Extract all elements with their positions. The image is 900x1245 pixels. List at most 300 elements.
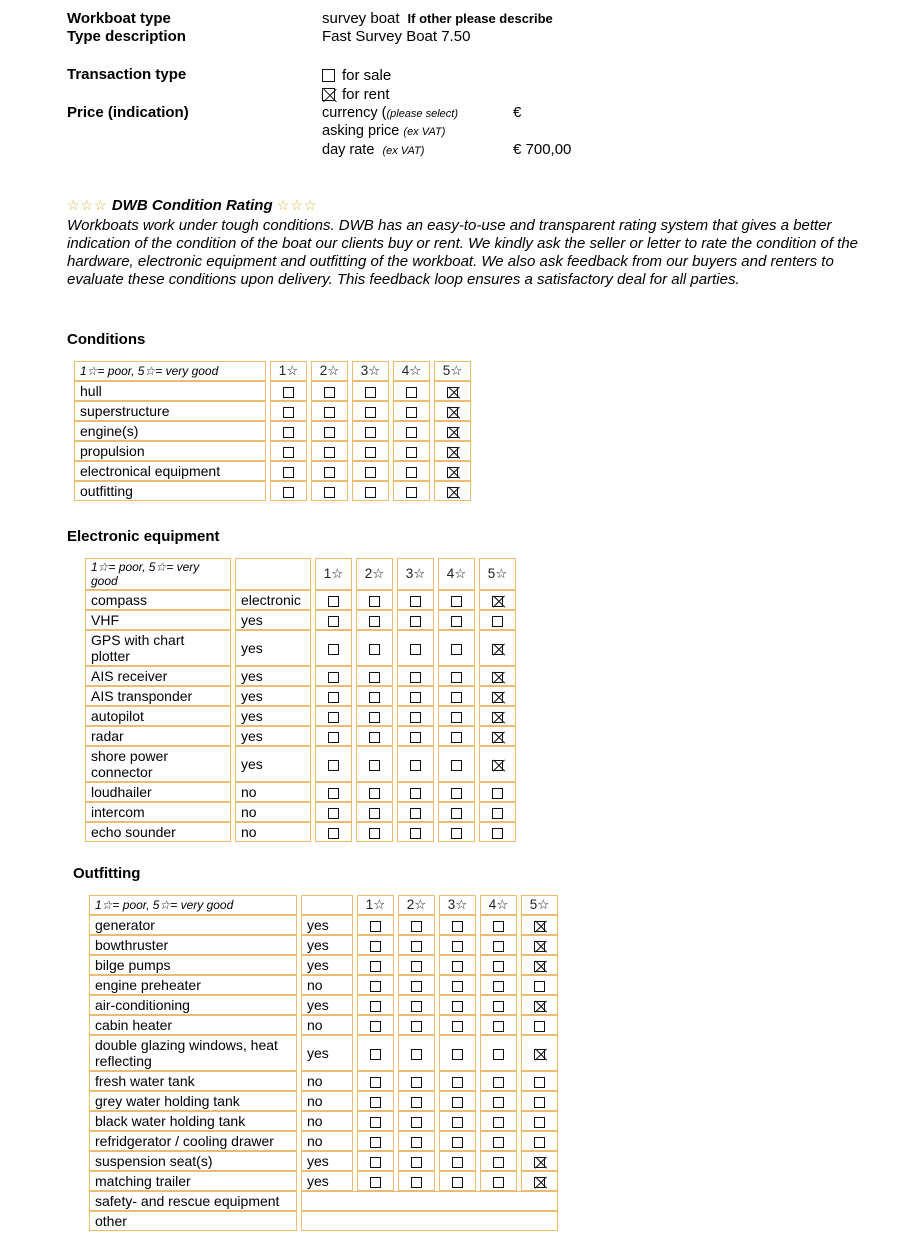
rating-checkbox-unchecked[interactable] [324,387,335,398]
rating-checkbox-unchecked[interactable] [365,447,376,458]
rating-checkbox-unchecked[interactable] [369,596,380,607]
table-row [89,1071,558,1091]
row-label: echo sounder [85,822,231,842]
dwb-rating-paragraph: Workboats work under tough conditions. DWB has an easy-to-use and transparent rating system that gives a better indication of the condition of the boat our clients buy or rent. We kindly ask the seller or letter to rate the condition of the hardware, electronic equipment and outfitting of the workboat. We also ask feedback from our buyers and renters to evaluate these conditions upon delivery. This feedback loop ensures a satisfactory deal for all parties. [67,217,859,288]
rating-checkbox-unchecked[interactable] [493,1077,504,1088]
rating-cell [357,1071,394,1091]
rating-checkbox-unchecked[interactable] [411,1157,422,1168]
rating-cell [439,1035,476,1071]
rating-cell [521,1111,558,1131]
rating-checkbox-unchecked[interactable] [493,1001,504,1012]
star-column-header: 3☆ [352,361,389,381]
rating-checkbox-unchecked[interactable] [493,1117,504,1128]
rating-checkbox-unchecked[interactable] [406,447,417,458]
rating-checkbox-unchecked[interactable] [370,941,381,952]
table-row [74,441,471,461]
rating-checkbox-unchecked[interactable] [493,1097,504,1108]
rating-checkbox-unchecked[interactable] [369,732,380,743]
table-row [74,461,471,481]
rating-checkbox-unchecked[interactable] [283,487,294,498]
rating-checkbox-unchecked[interactable] [328,692,339,703]
rating-checkbox-unchecked[interactable] [534,1077,545,1088]
rating-cell [393,381,430,401]
rating-checkbox-unchecked[interactable] [452,1021,463,1032]
rating-checkbox-unchecked[interactable] [452,981,463,992]
rating-checkbox-unchecked[interactable] [411,941,422,952]
rating-checkbox-unchecked[interactable] [411,1177,422,1188]
rating-checkbox-unchecked[interactable] [451,788,462,799]
currency-label: currency ((please select) [322,105,459,121]
rating-cell [315,726,352,746]
rating-checkbox-unchecked[interactable] [534,1021,545,1032]
rating-checkbox-unchecked[interactable] [410,712,421,723]
rating-checkbox-unchecked[interactable] [369,616,380,627]
row-label: engine(s) [74,421,266,441]
rating-cell [479,726,516,746]
rating-checkbox-unchecked[interactable] [328,712,339,723]
rating-checkbox-unchecked[interactable] [406,387,417,398]
rating-checkbox-unchecked[interactable] [328,760,339,771]
rating-cell [480,915,517,935]
rating-checkbox-unchecked[interactable] [451,760,462,771]
star-column-header: 2☆ [398,895,435,915]
rating-checkbox-unchecked[interactable] [492,828,503,839]
rating-checkbox-checked[interactable] [492,760,503,771]
rating-cell [393,461,430,481]
row-label: AIS transponder [85,686,231,706]
rating-cell [356,686,393,706]
rating-cell [521,915,558,935]
rating-checkbox-checked[interactable] [447,487,458,498]
rating-cell [398,1131,435,1151]
rating-checkbox-unchecked[interactable] [410,732,421,743]
rating-checkbox-unchecked[interactable] [411,1021,422,1032]
rating-checkbox-unchecked[interactable] [328,808,339,819]
rating-cell [398,1111,435,1131]
rating-cell [521,1015,558,1035]
rating-checkbox-checked[interactable] [492,712,503,723]
rating-cell [398,935,435,955]
row-value: yes [301,1171,353,1191]
rating-checkbox-checked[interactable] [534,1001,545,1012]
rating-checkbox-unchecked[interactable] [370,1021,381,1032]
rating-cell [480,935,517,955]
rating-cell [438,686,475,706]
table-row [89,1171,558,1191]
rating-checkbox-unchecked[interactable] [451,712,462,723]
rating-checkbox-unchecked[interactable] [451,692,462,703]
rating-checkbox-unchecked[interactable] [410,596,421,607]
table-row [74,401,471,421]
rating-checkbox-unchecked[interactable] [410,828,421,839]
row-label: suspension seat(s) [89,1151,297,1171]
rating-cell [479,666,516,686]
row-label: autopilot [85,706,231,726]
rating-cell [315,666,352,686]
rating-cell [311,401,348,421]
electronic-equipment-heading: Electronic equipment [67,528,220,545]
rating-checkbox-unchecked[interactable] [324,447,335,458]
empty-header-cell [301,895,353,915]
rating-checkbox-unchecked[interactable] [534,1137,545,1148]
rating-checkbox-checked[interactable] [492,672,503,683]
rating-cell [521,1131,558,1151]
row-value: yes [235,726,311,746]
star-column-header: 4☆ [393,361,430,381]
rating-checkbox-unchecked[interactable] [370,1137,381,1148]
rating-checkbox-unchecked[interactable] [493,1021,504,1032]
rating-checkbox-unchecked[interactable] [493,1137,504,1148]
rating-cell [398,1171,435,1191]
rating-checkbox-unchecked[interactable] [406,487,417,498]
rating-checkbox-unchecked[interactable] [283,407,294,418]
rating-checkbox-unchecked[interactable] [370,1049,381,1060]
rating-checkbox-checked[interactable] [447,467,458,478]
rating-cell [438,746,475,782]
rating-checkbox-unchecked[interactable] [493,1157,504,1168]
row-label: shore power connector [85,746,231,782]
rating-checkbox-unchecked[interactable] [452,1117,463,1128]
rating-checkbox-unchecked[interactable] [411,1077,422,1088]
rating-cell [480,1171,517,1191]
row-label: air-conditioning [89,995,297,1015]
table-row [89,935,558,955]
rating-checkbox-unchecked[interactable] [410,616,421,627]
rating-checkbox-unchecked[interactable] [283,387,294,398]
rating-cell [480,1111,517,1131]
rating-cell [397,590,434,610]
table-row [85,726,516,746]
rating-checkbox-unchecked[interactable] [452,941,463,952]
rating-checkbox-unchecked[interactable] [365,467,376,478]
rating-checkbox-unchecked[interactable] [534,1097,545,1108]
rating-checkbox-unchecked[interactable] [492,616,503,627]
stars-right-icon: ☆☆☆ [276,197,318,213]
rating-checkbox-checked[interactable] [447,447,458,458]
rating-checkbox-unchecked[interactable] [283,447,294,458]
row-value: no [301,1015,353,1035]
rating-legend: 1☆= poor, 5☆= very good [85,558,231,590]
star-column-header: 3☆ [397,558,434,590]
rating-checkbox-unchecked[interactable] [370,1077,381,1088]
row-label: electronical equipment [74,461,266,481]
rating-checkbox-unchecked[interactable] [452,1137,463,1148]
rating-cell [357,915,394,935]
rating-checkbox-unchecked[interactable] [493,981,504,992]
rating-checkbox-unchecked[interactable] [411,1097,422,1108]
table-row [89,995,558,1015]
rating-checkbox-unchecked[interactable] [328,596,339,607]
rating-checkbox-unchecked[interactable] [411,1137,422,1148]
rating-checkbox-unchecked[interactable] [451,596,462,607]
rating-cell [315,746,352,782]
row-value: yes [235,706,311,726]
rating-cell [356,666,393,686]
rating-cell [480,1131,517,1151]
table-row [89,955,558,975]
rating-checkbox-unchecked[interactable] [493,941,504,952]
rating-cell [439,1015,476,1035]
rating-checkbox-unchecked[interactable] [493,1177,504,1188]
rating-checkbox-checked[interactable] [447,407,458,418]
rating-checkbox-unchecked[interactable] [328,644,339,655]
table-row [85,686,516,706]
rating-checkbox-checked[interactable] [534,921,545,932]
rating-cell [479,782,516,802]
rating-checkbox-unchecked[interactable] [452,1049,463,1060]
table-row [89,1151,558,1171]
rating-checkbox-unchecked[interactable] [365,407,376,418]
rating-cell [479,610,516,630]
rating-checkbox-unchecked[interactable] [370,1117,381,1128]
rating-checkbox-checked[interactable] [534,1177,545,1188]
row-label: loudhailer [85,782,231,802]
rating-cell [311,481,348,501]
rating-checkbox-unchecked[interactable] [411,921,422,932]
rating-cell [398,1035,435,1071]
transaction-type-label: Transaction type [67,66,187,83]
row-label: VHF [85,610,231,630]
row-value: no [301,1111,353,1131]
rating-checkbox-unchecked[interactable] [452,1097,463,1108]
rating-checkbox-unchecked[interactable] [324,487,335,498]
row-label: GPS with chart plotter [85,630,231,666]
rating-cell [398,915,435,935]
table-row [85,746,516,782]
rating-checkbox-unchecked[interactable] [451,644,462,655]
table-row [85,802,516,822]
rating-cell [438,590,475,610]
rating-checkbox-checked[interactable] [447,427,458,438]
rating-checkbox-unchecked[interactable] [365,387,376,398]
rating-checkbox-unchecked[interactable] [324,467,335,478]
rating-cell [398,1015,435,1035]
rating-checkbox-checked[interactable] [492,644,503,655]
rating-cell [357,1035,394,1071]
row-value: no [301,1091,353,1111]
table-row [85,706,516,726]
rating-checkbox-unchecked[interactable] [451,616,462,627]
row-value: yes [235,746,311,782]
rating-checkbox-unchecked[interactable] [406,467,417,478]
rating-checkbox-unchecked[interactable] [410,692,421,703]
rating-checkbox-checked[interactable] [447,387,458,398]
row-value: yes [235,666,311,686]
rating-checkbox-unchecked[interactable] [369,672,380,683]
row-value: yes [235,686,311,706]
rating-cell [356,746,393,782]
rating-checkbox-unchecked[interactable] [410,644,421,655]
rating-cell [357,1091,394,1111]
rating-checkbox-unchecked[interactable] [369,808,380,819]
rating-cell [438,726,475,746]
rating-cell [315,610,352,630]
rating-checkbox-unchecked[interactable] [370,961,381,972]
rating-cell [315,590,352,610]
table-header-row [85,558,516,590]
row-value: yes [301,1035,353,1071]
rating-checkbox-unchecked[interactable] [328,828,339,839]
rating-cell [480,1151,517,1171]
rating-checkbox-unchecked[interactable] [328,672,339,683]
day-rate-value: € 700,00 [513,141,572,158]
rating-checkbox-unchecked[interactable] [365,427,376,438]
rating-cell [439,995,476,1015]
row-value: no [235,822,311,842]
rating-cell [397,726,434,746]
row-value: no [301,1071,353,1091]
table-row [89,1111,558,1131]
price-indication-label: Price (indication) [67,104,189,121]
table-row [74,421,471,441]
rating-checkbox-unchecked[interactable] [328,616,339,627]
rating-checkbox-unchecked[interactable] [324,427,335,438]
star-column-header: 5☆ [479,558,516,590]
rating-checkbox-unchecked[interactable] [411,961,422,972]
rating-cell [480,1071,517,1091]
rating-checkbox-unchecked[interactable] [534,1117,545,1128]
rating-checkbox-unchecked[interactable] [369,644,380,655]
rating-checkbox-unchecked[interactable] [369,712,380,723]
rating-checkbox-unchecked[interactable] [493,1049,504,1060]
rating-cell [479,706,516,726]
rating-checkbox-unchecked[interactable] [369,760,380,771]
transaction-option-for-sale [322,66,391,85]
rating-checkbox-checked[interactable] [492,596,503,607]
rating-checkbox-unchecked[interactable] [452,961,463,972]
rating-cell [439,1171,476,1191]
currency-line [322,104,571,123]
rating-cell [398,1151,435,1171]
row-label: outfitting [74,481,266,501]
rating-checkbox-unchecked[interactable] [411,981,422,992]
rating-checkbox-checked[interactable] [492,732,503,743]
rating-checkbox-checked[interactable] [534,941,545,952]
rating-checkbox-unchecked[interactable] [365,487,376,498]
rating-cell [521,1151,558,1171]
rating-checkbox-unchecked[interactable] [370,1097,381,1108]
rating-checkbox-unchecked[interactable] [410,760,421,771]
rating-cell [352,421,389,441]
rating-checkbox-unchecked[interactable] [369,828,380,839]
rating-cell [315,822,352,842]
rating-checkbox-unchecked[interactable] [452,1077,463,1088]
rating-checkbox-unchecked[interactable] [370,981,381,992]
rating-checkbox-unchecked[interactable] [534,981,545,992]
star-column-header: 1☆ [315,558,352,590]
rating-checkbox-unchecked[interactable] [492,788,503,799]
for-sale-label: for sale [342,67,392,84]
rating-checkbox-unchecked[interactable] [328,732,339,743]
rating-checkbox-unchecked[interactable] [370,1001,381,1012]
rating-cell [356,630,393,666]
rating-checkbox-unchecked[interactable] [283,467,294,478]
rating-checkbox-unchecked[interactable] [328,788,339,799]
transaction-options [322,66,391,104]
dwb-rating-title: DWB Condition Rating [111,197,273,214]
rating-cell [397,686,434,706]
row-label: propulsion [74,441,266,461]
rating-cell [479,746,516,782]
rating-checkbox-unchecked[interactable] [451,672,462,683]
rating-checkbox-checked[interactable] [534,1049,545,1060]
rating-checkbox-unchecked[interactable] [370,1157,381,1168]
for-rent-label: for rent [342,86,390,103]
rating-cell [356,802,393,822]
rating-checkbox-unchecked[interactable] [369,788,380,799]
rating-checkbox-unchecked[interactable] [406,407,417,418]
rating-checkbox-unchecked[interactable] [410,672,421,683]
row-label: matching trailer [89,1171,297,1191]
rating-cell [479,802,516,822]
rating-checkbox-unchecked[interactable] [451,828,462,839]
rating-checkbox-unchecked[interactable] [411,1117,422,1128]
rating-checkbox-unchecked[interactable] [370,1177,381,1188]
rating-cell [315,802,352,822]
outfitting-heading: Outfitting [73,865,141,882]
rating-checkbox-unchecked[interactable] [324,407,335,418]
row-label: hull [74,381,266,401]
rating-cell [270,481,307,501]
rating-checkbox-unchecked[interactable] [370,921,381,932]
rating-checkbox-unchecked[interactable] [452,1177,463,1188]
rating-cell [357,1015,394,1035]
rating-cell [270,381,307,401]
rating-checkbox-unchecked[interactable] [452,921,463,932]
rating-cell [356,706,393,726]
rating-checkbox-unchecked[interactable] [452,1157,463,1168]
rating-checkbox-unchecked[interactable] [283,427,294,438]
rating-checkbox-unchecked[interactable] [493,921,504,932]
rating-checkbox-unchecked[interactable] [411,1001,422,1012]
rating-cell [315,782,352,802]
star-column-header: 3☆ [439,895,476,915]
rating-cell [521,935,558,955]
workboat-type-label: Workboat type [67,10,171,27]
rating-cell [357,1151,394,1171]
rating-checkbox-unchecked[interactable] [451,808,462,819]
rating-cell [397,782,434,802]
rating-checkbox-unchecked[interactable] [411,1049,422,1060]
rating-checkbox-unchecked[interactable] [452,1001,463,1012]
transaction-type-row [67,66,900,104]
rating-checkbox-unchecked[interactable] [410,788,421,799]
rating-checkbox-unchecked[interactable] [406,427,417,438]
rating-cell [356,822,393,842]
conditions-table [70,361,475,501]
rating-cell [439,1071,476,1091]
rating-checkbox-unchecked[interactable] [493,961,504,972]
rating-cell [352,461,389,481]
rating-cell [521,1171,558,1191]
rating-cell [311,461,348,481]
rating-checkbox-unchecked[interactable] [410,808,421,819]
rating-checkbox-unchecked[interactable] [492,808,503,819]
for-sale-checkbox[interactable] [322,69,335,82]
rating-checkbox-unchecked[interactable] [451,732,462,743]
for-rent-checkbox[interactable] [322,88,335,101]
rating-cell [397,610,434,630]
rating-checkbox-unchecked[interactable] [369,692,380,703]
rating-checkbox-checked[interactable] [534,961,545,972]
rating-checkbox-checked[interactable] [534,1157,545,1168]
row-label: fresh water tank [89,1071,297,1091]
table-row [85,630,516,666]
rating-checkbox-checked[interactable] [492,692,503,703]
table-row [89,1015,558,1035]
rating-cell [439,1111,476,1131]
table-row [85,666,516,686]
